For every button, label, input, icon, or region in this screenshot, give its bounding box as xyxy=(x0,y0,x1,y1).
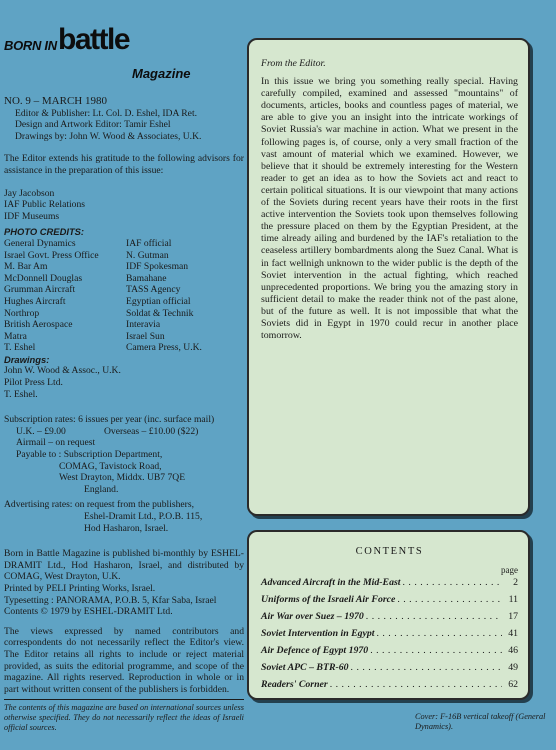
credit-item: Hughes Aircraft xyxy=(4,295,66,307)
toc-item[interactable] xyxy=(261,679,518,696)
credit-item: IDF Spokesman xyxy=(126,261,189,273)
credit-item: IAF official xyxy=(126,237,172,249)
drawings-heading: Drawings: xyxy=(4,353,50,365)
editor-panel xyxy=(247,38,530,516)
toc-title: Readers' Corner xyxy=(261,679,328,690)
credit-item: Israel Govt. Press Office xyxy=(4,249,99,261)
contents-title: CONTENTS xyxy=(355,546,424,557)
page-column-label: page xyxy=(501,565,518,575)
contents-panel xyxy=(247,530,530,700)
toc-page: 11 xyxy=(508,594,518,605)
advertising-line: Advertising rates: on request from the publishers, xyxy=(4,499,194,511)
typesetting-info: Typesetting : PANORAMA, P.O.B. 5, Kfar Saba, Israel xyxy=(4,594,217,606)
logo-magazine: Magazine xyxy=(132,66,191,81)
editor-heading: From the Editor. xyxy=(261,58,326,69)
credit-item: Soldat & Technik xyxy=(126,307,194,319)
divider xyxy=(4,699,244,700)
credit-item: T. Eshel xyxy=(4,342,36,354)
photo-credits-grid xyxy=(4,238,244,354)
publisher-info: Born in Battle Magazine is published bi-monthly by ESHEL-DRAMIT Ltd., Hod Hasharon, Israel, and distributed by COMAG, West Drayton, U.K. xyxy=(4,548,244,583)
photo-credits-heading: PHOTO CREDITS: xyxy=(4,226,85,238)
sub-overseas: Overseas – £10.00 ($22) xyxy=(104,425,199,437)
subscription-title: Subscription rates: 6 issues per year (inc. surface mail) xyxy=(4,414,215,426)
credit-item: Grumman Aircraft xyxy=(4,284,76,296)
toc-page: 41 xyxy=(508,628,518,639)
advisor: Jay Jacobson xyxy=(4,187,55,199)
credit-item: Egyptian official xyxy=(126,295,191,307)
staff-line: Editor & Publisher: Lt. Col. D. Eshel, IDA Ret. xyxy=(15,107,198,119)
toc-item[interactable] xyxy=(261,662,518,679)
credit-item: M. Bar Am xyxy=(4,261,48,273)
toc-page: 46 xyxy=(508,645,518,656)
payable-line: England. xyxy=(84,483,119,495)
issue-number: NO. 9 – MARCH 1980 xyxy=(4,95,107,107)
logo-battle: battle xyxy=(58,23,130,56)
toc-page: 2 xyxy=(513,577,518,588)
advertising-line: Eshel-Dramit Ltd., P.O.B. 115, xyxy=(84,511,203,522)
toc-page: 17 xyxy=(508,611,518,622)
payable-line: Payable to : Subscription Department, xyxy=(16,449,163,461)
credit-item: Camera Press, U.K. xyxy=(126,342,202,354)
toc-title: Soviet APC – BTR-60 xyxy=(261,662,349,673)
masthead-column xyxy=(4,23,244,733)
toc-title: Advanced Aircraft in the Mid-East xyxy=(261,577,401,588)
credit-item: Bamahane xyxy=(126,272,167,284)
staff-list xyxy=(4,108,244,143)
copyright: Contents © 1979 by ESHEL-DRAMIT Ltd. xyxy=(4,606,173,618)
toc-title: Air Defence of Egypt 1970 xyxy=(261,645,369,656)
toc-title: Uniforms of the Israeli Air Force xyxy=(261,594,396,605)
credit-item: Northrop xyxy=(4,307,40,319)
sources-note: The contents of this magazine are based on international sources unless otherwise specified. They do not necessarily reflect the ideas of Israeli official sources. xyxy=(4,703,244,733)
advisor: IAF Public Relations xyxy=(4,199,86,211)
sub-uk: U.K. – £9.00 xyxy=(16,425,66,437)
drawing-credit: John W. Wood & Assoc., U.K. xyxy=(4,365,121,377)
gratitude-text: The Editor extends his gratitude to the following advisors for assistance in the preparation of this issue: xyxy=(4,153,244,176)
toc-title: Air War over Suez – 1970 xyxy=(261,611,364,622)
advertising-line: Hod Hasharon, Israel. xyxy=(84,522,169,534)
subscription-rates xyxy=(4,426,244,438)
credit-item: Matra xyxy=(4,330,27,342)
payable-line: COMAG, Tavistock Road, xyxy=(59,460,162,472)
credit-item: N. Gutman xyxy=(126,249,169,261)
magazine-logo xyxy=(4,23,244,96)
toc-item[interactable] xyxy=(261,577,518,594)
credit-item: Interavia xyxy=(126,319,161,331)
toc-item[interactable] xyxy=(261,628,518,645)
airmail: Airmail – on request xyxy=(16,437,96,449)
drawing-credit: Pilot Press Ltd. xyxy=(4,377,63,389)
staff-line: Design and Artwork Editor: Tamir Eshel xyxy=(15,119,171,131)
credit-item: General Dynamics xyxy=(4,237,76,249)
toc-title: Soviet Intervention in Egypt xyxy=(261,628,375,639)
credit-item: TASS Agency xyxy=(126,284,181,296)
cover-caption: Cover: F-16B vertical takeoff (General Dynamics). xyxy=(415,712,546,731)
toc-page: 49 xyxy=(508,662,518,673)
toc-item[interactable] xyxy=(261,645,518,662)
credit-item: McDonnell Douglas xyxy=(4,272,83,284)
advisor: IDF Museums xyxy=(4,210,60,222)
printer-info: Printed by PELI Printing Works, Israel. xyxy=(4,582,156,594)
toc-page: 62 xyxy=(508,679,518,690)
credit-item: Israel Sun xyxy=(126,330,165,342)
staff-line: Drawings by: John W. Wood & Associates, U.K. xyxy=(15,130,202,142)
editor-body: In this issue we bring you something really special. Having carefully compiled, examined and assessed "mountains" of documents, articles, books and countless pages of material, we are able to give you an insight into the intricate workings of Soviet Russia's war machine in action. What we present in the following pages is, of course, only a very small fraction of the vast amount of material which we examined. However, we believe that it should be extremely interesting for the Western reader to get an idea as to how the Soviets act and react to certain political situations. It is our viewpoint that many actions of the Soviets during recent years have their roots in the first active intervention the Soviets took upon themselves following the pressure placed on them by the Egyptian President, at the time already ailing and burdened by the IAF's retaliation to the ceaseless artillery bombardments along the Suez Canal. What is in fact wellnigh unknown to the wider public is the depth of the Soviet intervention in the actual fighting, which reached unprecedented proportions. We bring you the amazing story in sufficient detail to make the reader think not of the past alone, but of the future as well. It is not impossible that what the Soviets did in Egypt in 1970 could recur in another place tomorrow. xyxy=(261,76,518,342)
views-disclaimer: The views expressed by named contributors and correspondents do not necessarily reflect the Editor's view. The Editor retains all rights to include or reject material provided, as suits the editorial programme, and scope of the magazine. All rights reserved. Reproduction in whole or in part without written consent of the publishers is forbidden. xyxy=(4,625,244,695)
drawing-credit: T. Eshel. xyxy=(4,388,38,400)
logo-born-in: BORN IN xyxy=(4,38,57,53)
toc-item[interactable] xyxy=(261,611,518,628)
toc-item[interactable] xyxy=(261,594,518,611)
credit-item: British Aerospace xyxy=(4,319,73,331)
payable-line: West Drayton, Middx. UB7 7QE xyxy=(59,472,186,484)
